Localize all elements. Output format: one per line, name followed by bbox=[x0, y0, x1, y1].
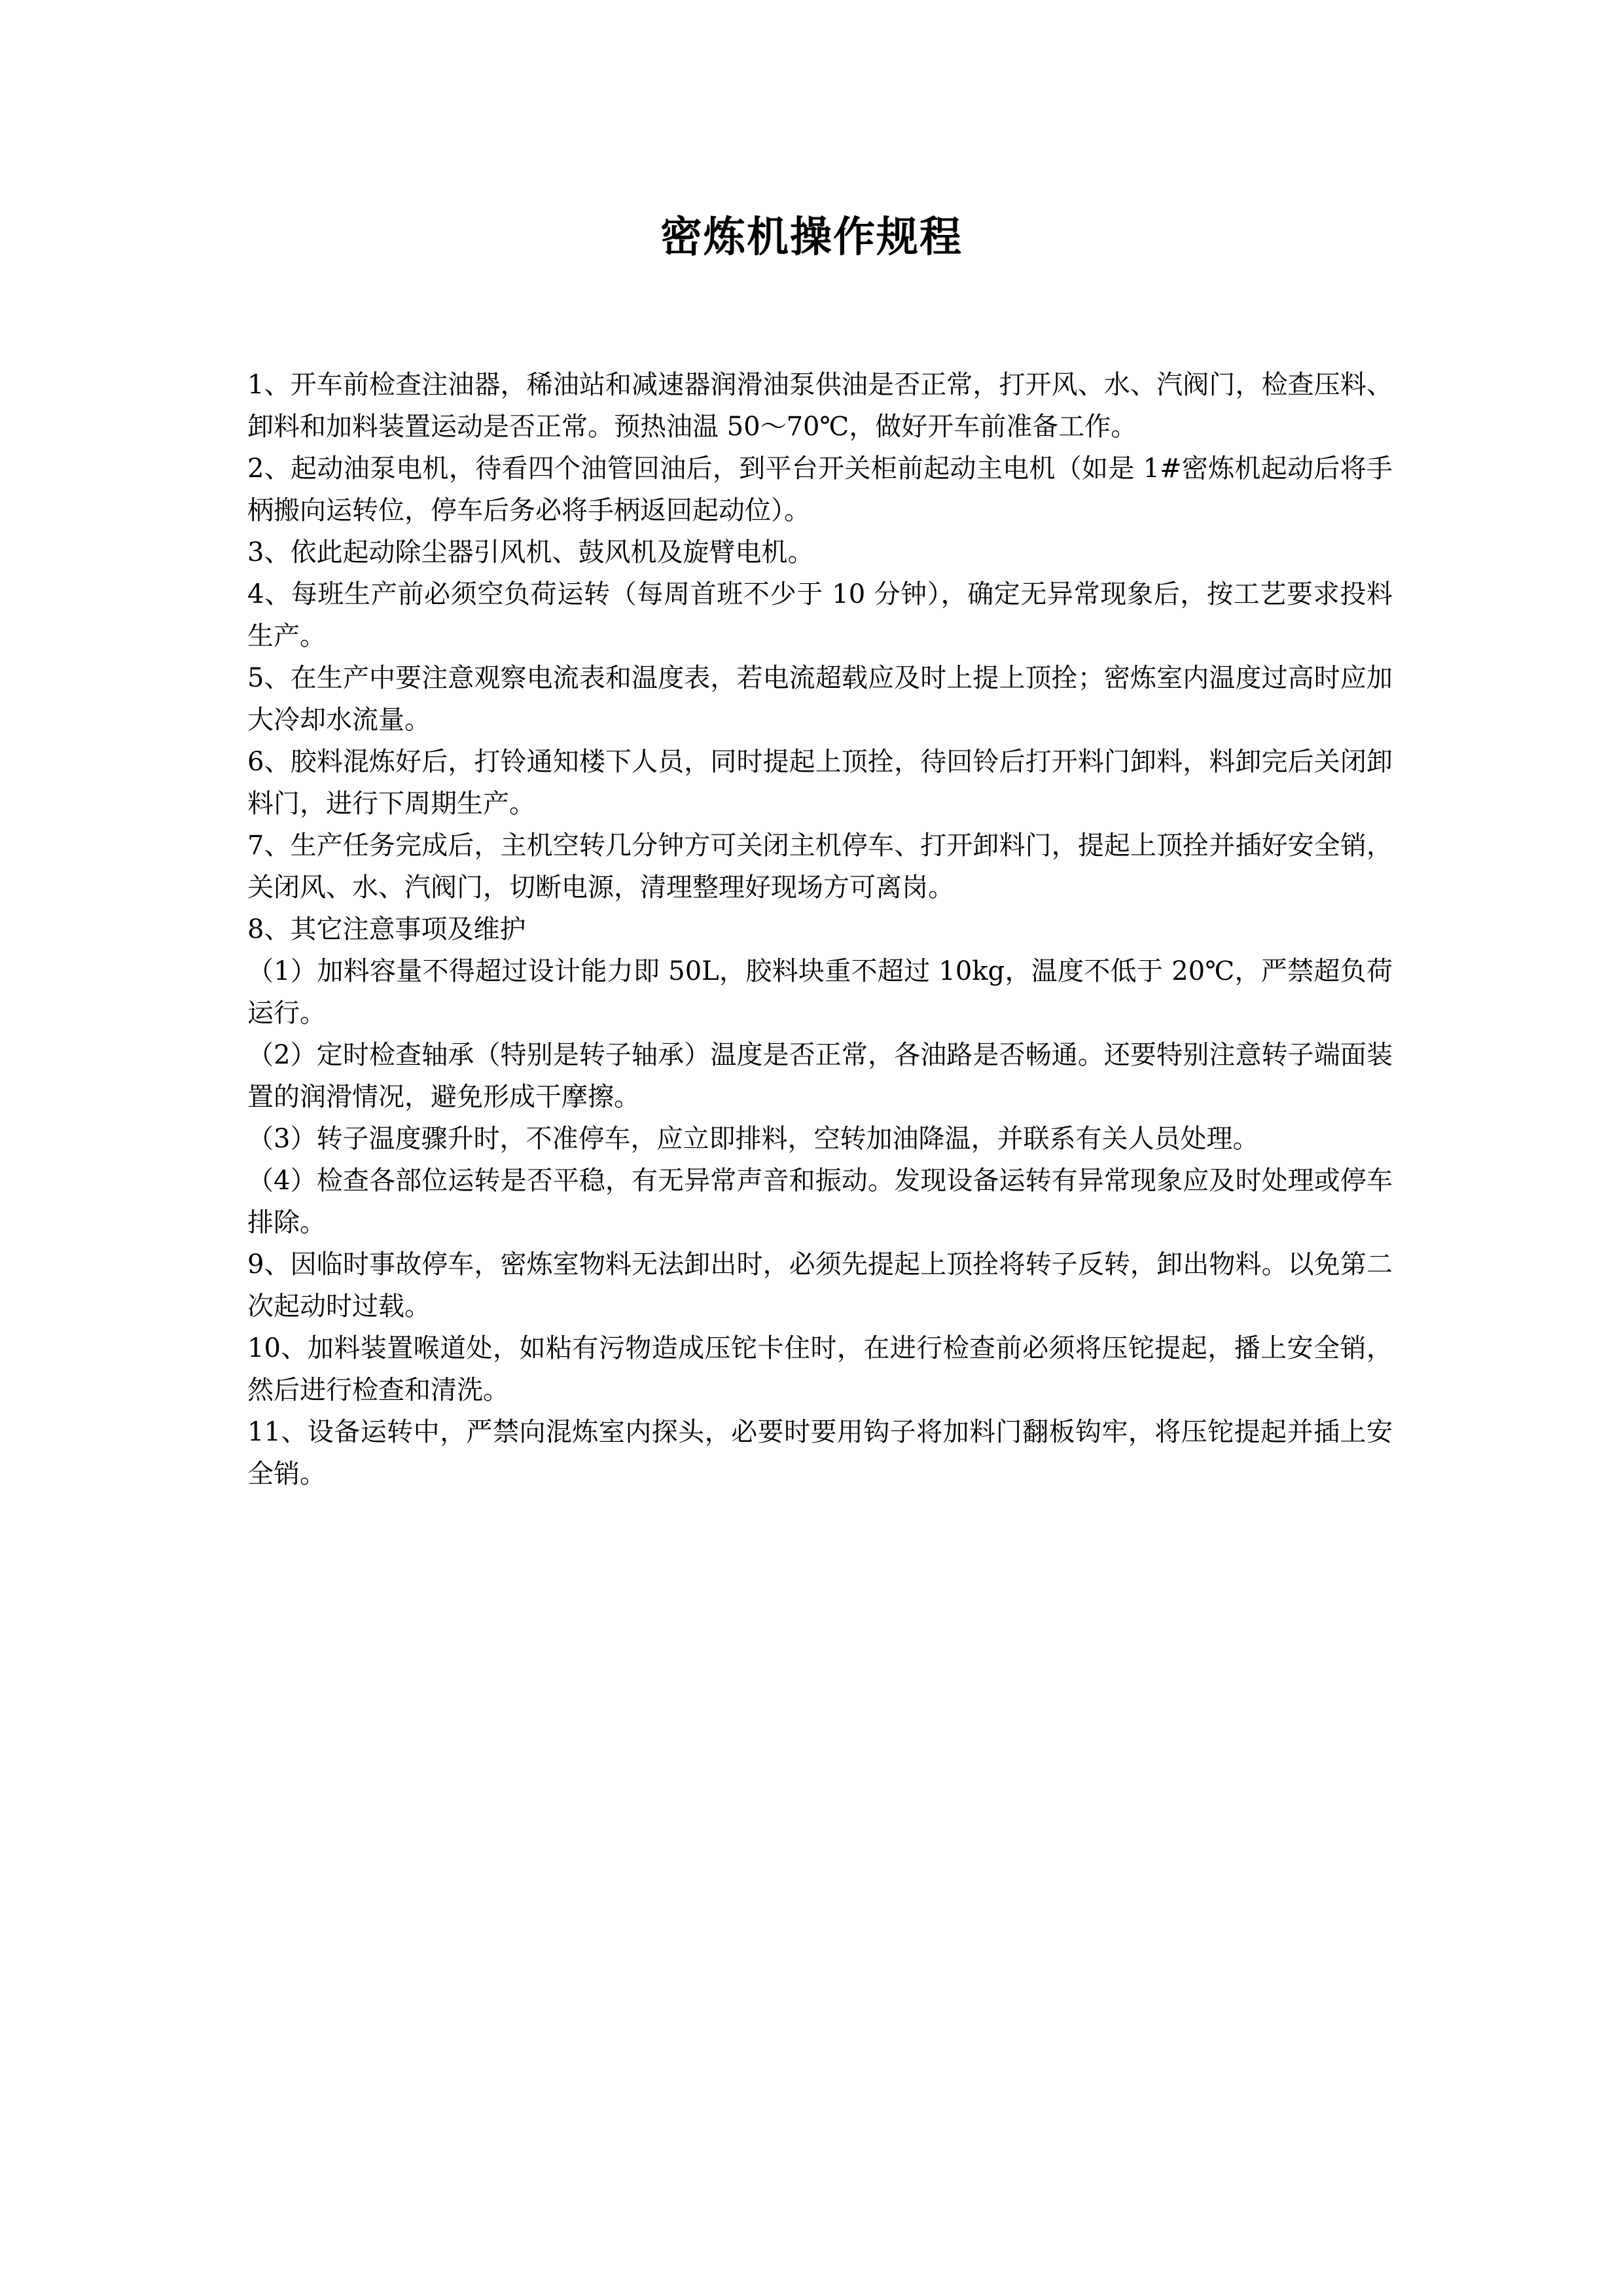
paragraph-8-2: （2）定时检查轴承（特别是转子轴承）温度是否正常，各油路是否畅通。还要特别注意转子端面装置的润滑情况，避免形成干摩擦。 bbox=[247, 1040, 1393, 1112]
paragraph-8-heading: 8、其它注意事项及维护 bbox=[247, 914, 526, 944]
paragraph-9: 9、因临时事故停车，密炼室物料无法卸出时，必须先提起上顶拴将转子反转，卸出物料。以免第二次起动时过载。 bbox=[247, 1249, 1393, 1321]
paragraph-8-1: （1）加料容量不得超过设计能力即 50L，胶料块重不超过 10kg，温度不低于 20℃，严禁超负荷运行。 bbox=[247, 956, 1393, 1028]
paragraph-7: 7、生产任务完成后，主机空转几分钟方可关闭主机停车、打开卸料门，提起上顶拴并插好安全销，关闭风、水、汽阀门，切断电源，清理整理好现场方可离岗。 bbox=[247, 831, 1393, 903]
paragraph-1: 1、开车前检查注油器，稀油站和减速器润滑油泵供油是否正常，打开风、水、汽阀门，检查压料、卸料和加料装置运动是否正常。预热油温 50～70℃，做好开车前准备工作。 bbox=[247, 370, 1393, 442]
paragraph-8-3: （3）转子温度骤升时，不准停车，应立即排料，空转加油降温，并联系有关人员处理。 bbox=[247, 1124, 1259, 1154]
paragraph-6: 6、胶料混炼好后，打铃通知楼下人员，同时提起上顶拴，待回铃后打开料门卸料，料卸完后关闭卸料门，进行下周期生产。 bbox=[247, 747, 1393, 819]
paragraph-8-4: （4）检查各部位运转是否平稳，有无异常声音和振动。发现设备运转有异常现象应及时处理或停车排除。 bbox=[247, 1166, 1393, 1238]
paragraph-4: 4、每班生产前必须空负荷运转（每周首班不少于 10 分钟），确定无异常现象后，按工艺要求投料生产。 bbox=[247, 579, 1393, 651]
paragraph-2: 2、起动油泵电机，待看四个油管回油后，到平台开关柜前起动主电机（如是 1#密炼机起动后将手柄搬向运转位，停车后务必将手柄返回起动位）。 bbox=[247, 454, 1393, 526]
paragraph-5: 5、在生产中要注意观察电流表和温度表，若电流超载应及时上提上顶拴；密炼室内温度过高时应加大冷却水流量。 bbox=[247, 663, 1393, 735]
paragraph-10: 10、加料装置喉道处，如粘有污物造成压铊卡住时，在进行检查前必须将压铊提起，播上安全销，然后进行检查和清洗。 bbox=[247, 1333, 1393, 1405]
paragraph-3: 3、依此起动除尘器引风机、鼓风机及旋臂电机。 bbox=[247, 537, 814, 567]
document-body bbox=[247, 364, 1393, 1495]
paragraph-11: 11、设备运转中，严禁向混炼室内探头，必要时要用钩子将加料门翻板钩牢，将压铊提起并插上安全销。 bbox=[247, 1417, 1393, 1489]
document-title: 密炼机操作规程 bbox=[660, 213, 963, 262]
